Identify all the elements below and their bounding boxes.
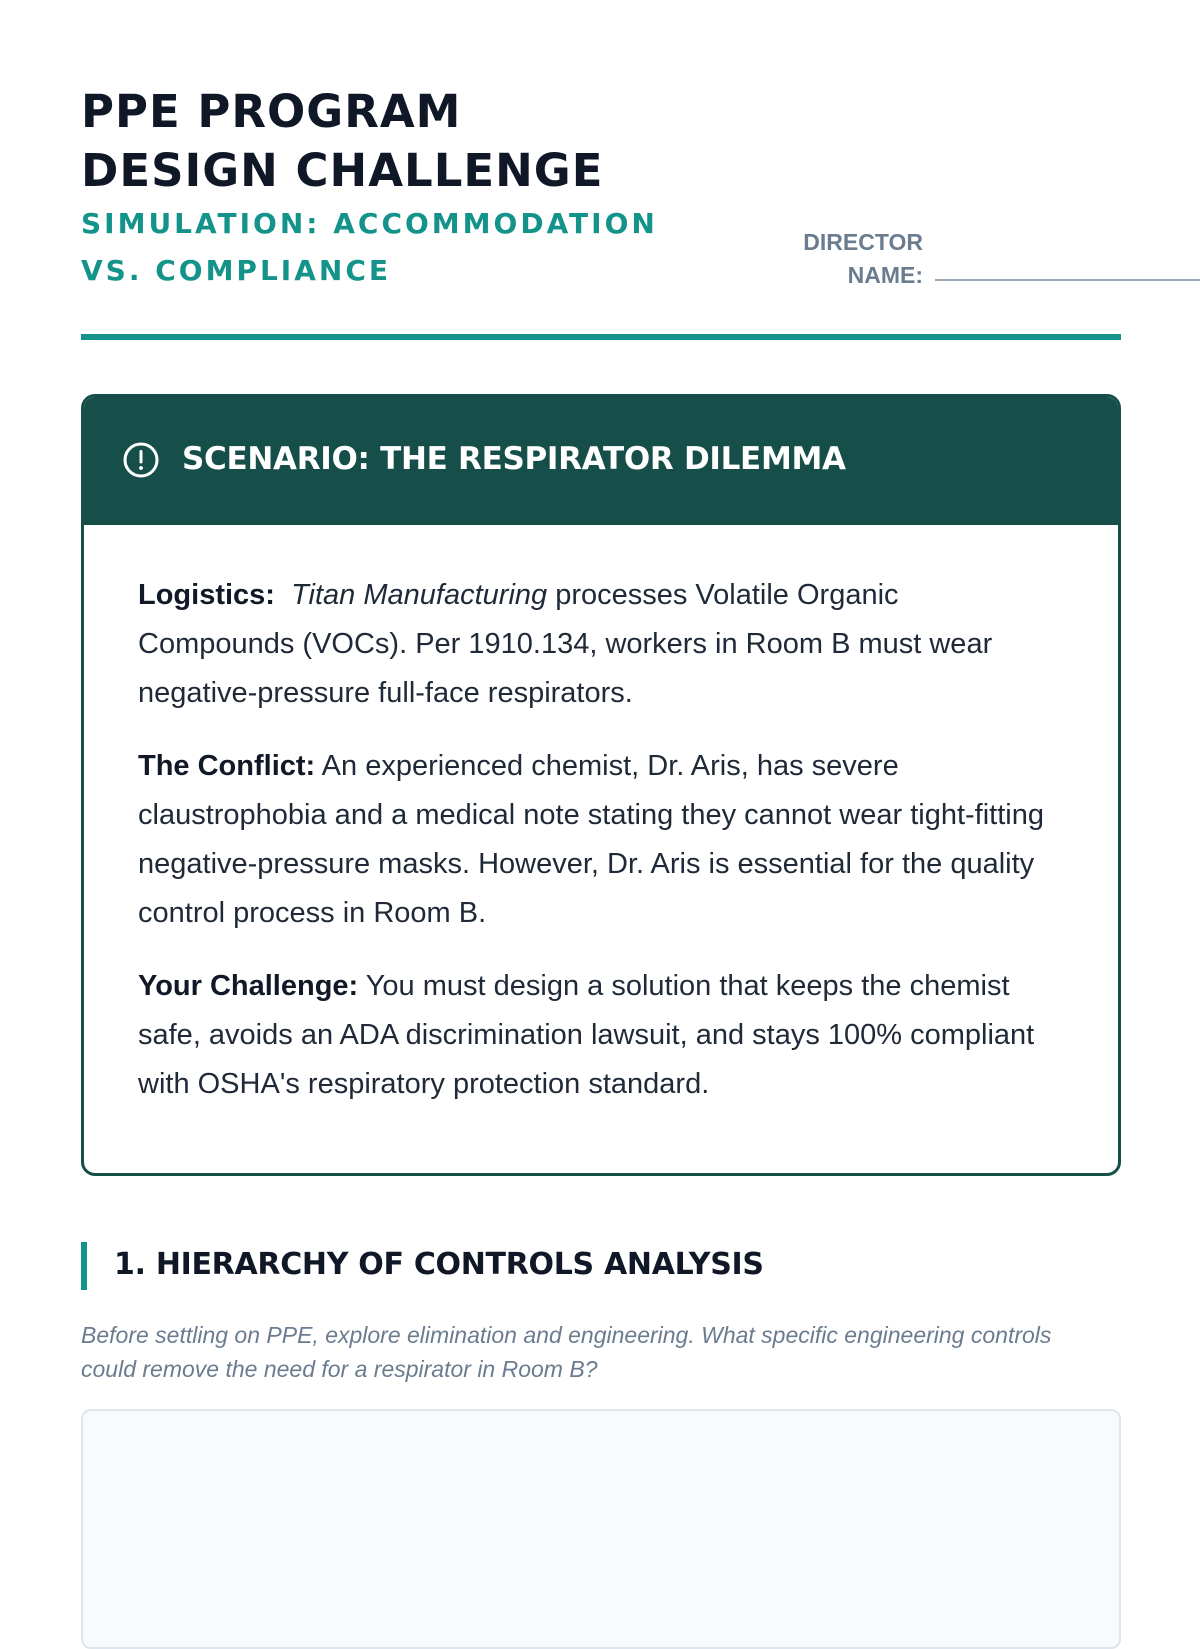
subtitle-line-2: VS. COMPLIANCE [81, 254, 391, 287]
page-subtitle [81, 200, 681, 294]
scenario-title: SCENARIO: THE RESPIRATOR DILEMMA [182, 441, 846, 477]
logistics-label: Logistics: [138, 579, 275, 611]
conflict-paragraph [138, 742, 1058, 938]
conflict-text: An experienced chemist, Dr. Aris, has severe claustrophobia and a medical note stating they cannot wear tight-fitting negative-pressure masks. However, Dr. Aris is essential for the quality control process in Room B. [138, 750, 1044, 929]
challenge-text: You must design a solution that keeps the chemist safe, avoids an ADA discrimination lawsuit, and stays 100% compliant with OSHA's respiratory protection standard. [138, 970, 1035, 1100]
scenario-card-body [84, 525, 1118, 1109]
director-name-field [713, 226, 1121, 294]
director-name-label [713, 226, 923, 292]
worksheet-header [81, 0, 1121, 344]
section-prompt: Before settling on PPE, explore elimination and engineering. What specific engineering controls could remove the need for a respirator in Room B? [81, 1322, 1052, 1382]
alert-circle-icon [122, 441, 160, 479]
subtitle-line-1: SIMULATION: ACCOMMODATION [81, 207, 658, 240]
section-accent-bar [81, 1242, 87, 1290]
scenario-card-header [84, 397, 1118, 525]
company-name: Titan Manufacturing [291, 579, 548, 611]
director-label-line-1: DIRECTOR [803, 229, 923, 255]
challenge-label: Your Challenge: [138, 970, 359, 1002]
director-label-line-2: NAME: [847, 262, 923, 288]
answer-textarea[interactable] [81, 1409, 1121, 1649]
page-title [81, 82, 701, 200]
challenge-paragraph [138, 962, 1058, 1109]
header-divider [81, 334, 1121, 340]
title-line-1: PPE PROGRAM [81, 85, 462, 138]
logistics-paragraph [138, 571, 1058, 718]
director-name-input-line[interactable] [935, 279, 1200, 281]
scenario-card [81, 394, 1121, 1176]
logistics-text: processes Volatile Organic Compounds (VOCs). Per 1910.134, workers in Room B must wear negative-pressure full-face respirators. [138, 579, 993, 709]
conflict-label: The Conflict: [138, 750, 316, 782]
worksheet-page [81, 0, 1121, 1382]
section-title: 1. HIERARCHY OF CONTROLS ANALYSIS [114, 1247, 764, 1282]
title-line-2: DESIGN CHALLENGE [81, 144, 604, 197]
